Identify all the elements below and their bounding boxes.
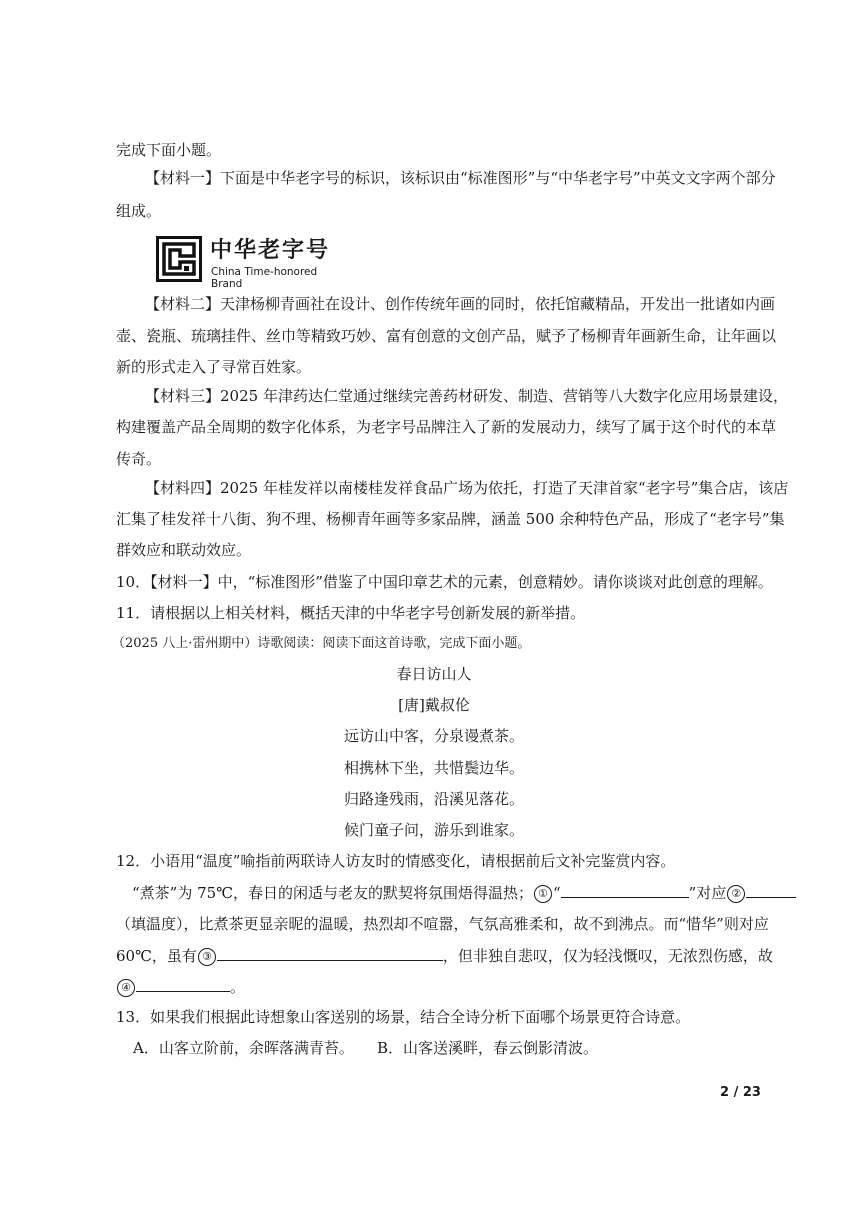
blank-marker-2: ② <box>727 885 745 903</box>
material-4-line-2: 汇集了桂发祥十八街、狗不理、杨柳青年画等多家品牌，涵盖 500 余种特色产品，形成了“老字号”集 <box>116 510 785 528</box>
material-3-line-1: 【材料三】2025 年津药达仁堂通过继续完善药材研发、制造、营销等八大数字化应用场景建设， <box>145 387 788 405</box>
blank-marker-4: ④ <box>117 979 135 997</box>
material-4-line-1: 【材料四】2025 年桂发祥以南楼桂发祥食品广场为依托，打造了天津首家“老字号”集合店，该店 <box>145 479 789 497</box>
question-13-stem: 13．如果我们根据此诗想象山客送别的场景，结合全诗分析下面哪个场景更符合诗意。 <box>116 1008 691 1026</box>
poem-line-3: 归路逢残雨，沿溪见落花。 <box>343 790 524 808</box>
question-10: 10．【材料一】中，“标准图形”借鉴了中国印章艺术的元素，创意精妙。请你谈谈对此创意的理解。 <box>116 573 773 591</box>
intro-text: 完成下面小题。 <box>116 141 222 159</box>
option-a[interactable]: A．山客立阶前，余晖落满青苔。 <box>133 1039 354 1057</box>
q12-open-quote: “ <box>552 884 561 902</box>
material-3-line-2: 构建覆盖产品全周期的数字化体系，为老字号品牌注入了新的发展动力，续写了属于这个时代的本草 <box>116 418 777 436</box>
china-time-honored-brand-logo <box>156 236 346 290</box>
seal-logo-icon <box>156 236 202 282</box>
question-11: 11．请根据以上相关材料，概括天津的中华老字号创新发展的新举措。 <box>116 604 586 622</box>
poem-title: 春日访山人 <box>396 665 472 683</box>
answer-blank-3[interactable] <box>217 945 443 961</box>
poem-line-1: 远访山中客，分泉谩煮茶。 <box>343 727 524 745</box>
material-1-line-2: 组成。 <box>116 202 162 220</box>
blank-marker-1: ① <box>534 885 552 903</box>
q12-text-4b: 。 <box>230 978 246 996</box>
question-12-stem: 12．小语用“温度”喻指前两联诗人访友时的情感变化，请根据前后文补完鉴赏内容。 <box>116 852 676 870</box>
logo-chinese-text: 中华老字号 <box>210 238 331 263</box>
answer-blank-1[interactable] <box>561 882 689 898</box>
q12-text-3a: 60℃，虽有 <box>116 947 197 965</box>
poem-line-4: 候门童子问，游乐到谁家。 <box>343 821 524 839</box>
question-12-paragraph-line-1 <box>132 882 796 903</box>
blank-marker-3: ③ <box>198 948 216 966</box>
option-b[interactable]: B．山客送溪畔，春云倒影清波。 <box>377 1039 599 1057</box>
material-2-line-2: 壶、瓷瓶、琉璃挂件、丝巾等精致巧妙、富有创意的文创产品，赋予了杨柳青年画新生命，让年画以 <box>116 327 777 345</box>
question-12-paragraph-line-3 <box>116 945 773 966</box>
material-1-line-1: 【材料一】下面是中华老字号的标识，该标识由“标准图形”与“中华老字号”中英文文字两个部分 <box>145 169 776 187</box>
q12-text-3b: ，但非独自悲叹，仅为轻浅慨叹，无浓烈伤感，故 <box>442 947 773 965</box>
question-12-paragraph-line-4 <box>116 976 245 997</box>
poem-line-2: 相携林下坐，共惜鬓边华。 <box>343 759 524 777</box>
answer-blank-4[interactable] <box>136 976 230 992</box>
material-4-line-3: 群效应和联动效应。 <box>116 541 252 559</box>
material-2-line-1: 【材料二】天津杨柳青画社在设计、创作传统年画的同时，依托馆藏精品，开发出一批诸如内画 <box>145 295 776 313</box>
material-2-line-3: 新的形式走入了寻常百姓家。 <box>116 358 312 376</box>
q12-close-quote: ”对应 <box>688 884 727 902</box>
answer-blank-2[interactable] <box>746 882 796 898</box>
logo-english-text: China Time-honored Brand <box>211 266 318 290</box>
material-3-line-3: 传奇。 <box>116 450 162 468</box>
poem-author: [唐]戴叔伦 <box>398 696 470 714</box>
q12-text-1a: “煮茶”为 75℃，春日的闲适与老友的默契将氛围焐得温热； <box>132 884 533 902</box>
poem-source-line: （2025 八上·雷州期中）诗歌阅读：阅读下面这首诗歌，完成下面小题。 <box>112 636 531 651</box>
q12-text-2: （填温度），比煮茶更显亲昵的温暖，热烈却不喧嚣，气氛高雅柔和，故不到沸点。而“惜华”则对应 <box>116 915 769 933</box>
page-number: 2 / 23 <box>720 1085 761 1100</box>
